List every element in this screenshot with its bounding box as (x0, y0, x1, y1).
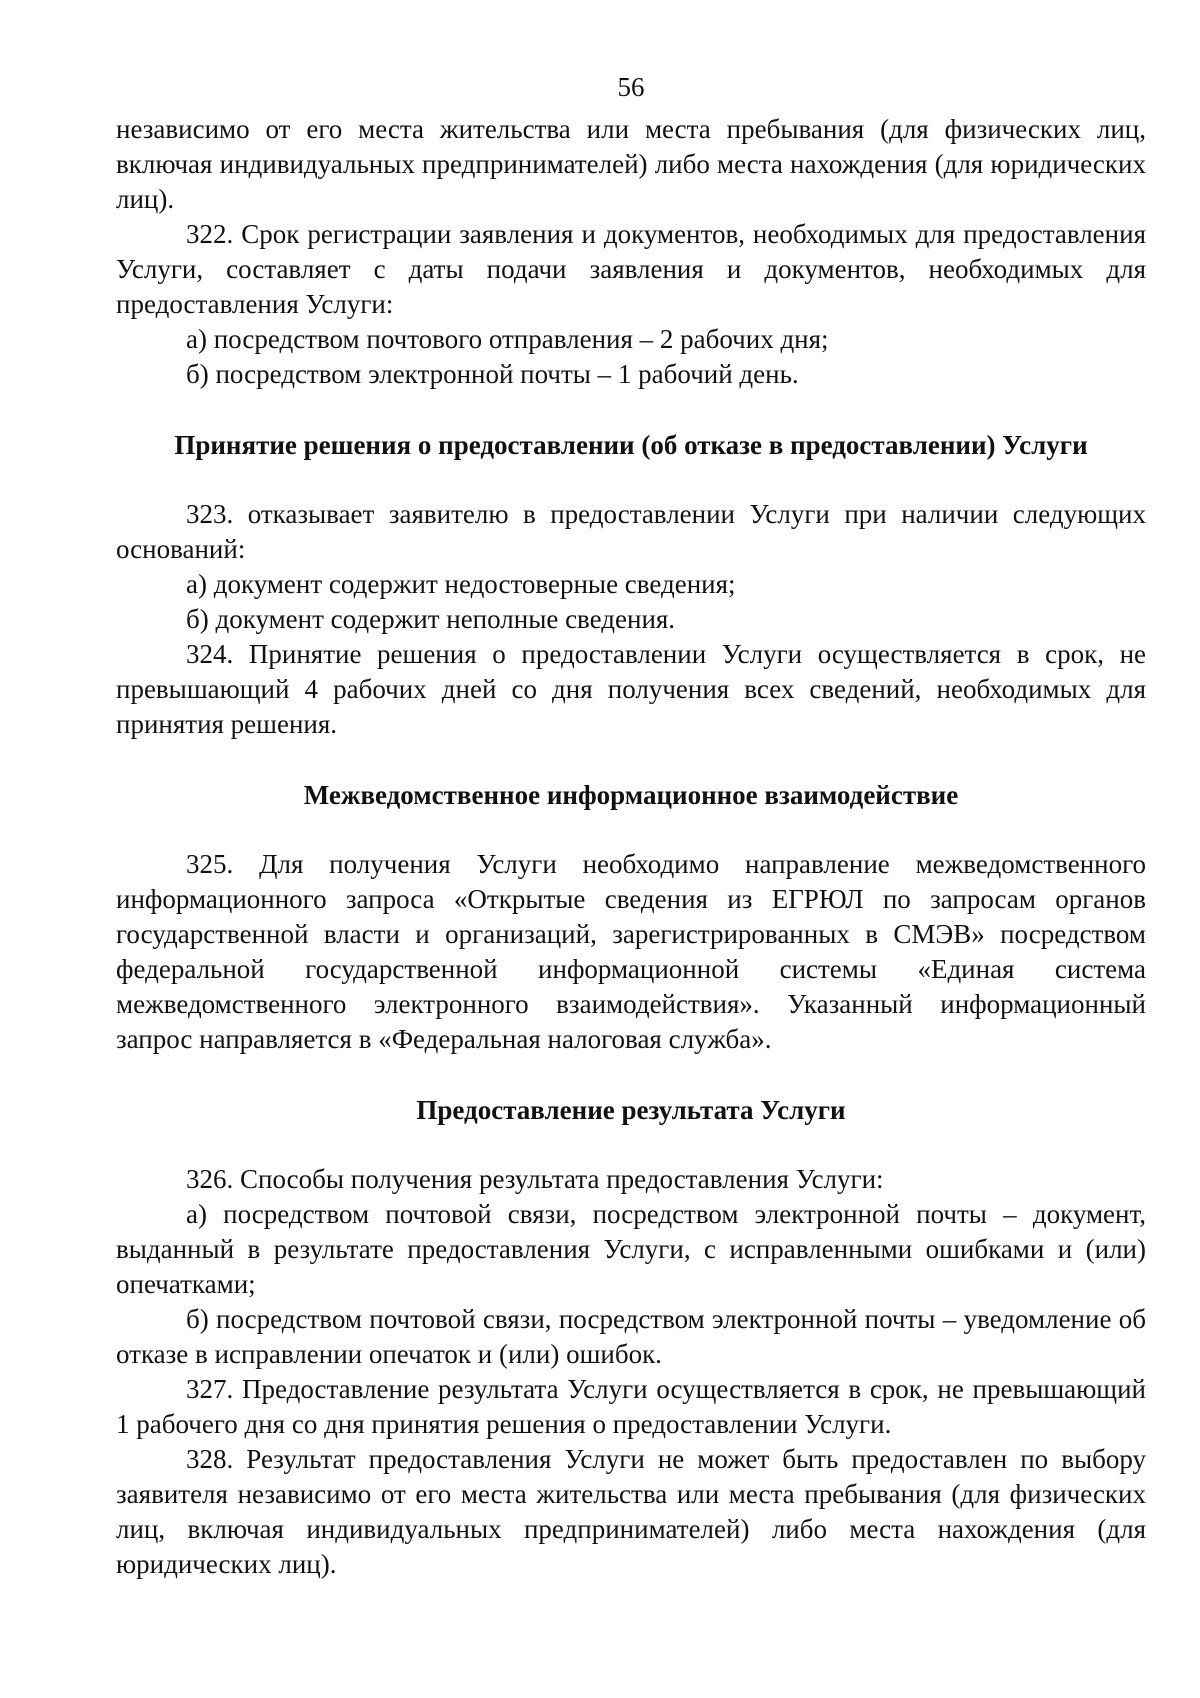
section-heading-result: Предоставление результата Услуги (416, 1095, 846, 1125)
paragraph-327: 327. Предоставление результата Услуги осуществляется в срок, не превышающий 1 рабочего дня со дня принятия решения о предоставлении Услуги. (116, 1374, 1146, 1439)
paragraph-326: 326. Способы получения результата предоставления Услуги: (186, 1164, 884, 1194)
paragraph-continuation: независимо от его места жительства или места пребывания (для физических лиц, включая индивидуальных предпринимателей) либо места нахождения (для юридических лиц). (116, 114, 1146, 214)
paragraph-322-b: б) посредством электронной почты – 1 рабочий день. (186, 359, 799, 389)
paragraph-323-b: б) документ содержит неполные сведения. (186, 604, 676, 634)
paragraph-326-a: а) посредством почтовой связи, посредством электронной почты – документ, выданный в результате предоставления Услуги, с исправленными ошибками и (или) опечатками; (116, 1199, 1146, 1299)
paragraph-323: 323. отказывает заявителю в предоставлении Услуги при наличии следующих оснований: (116, 499, 1146, 564)
paragraph-324: 324. Принятие решения о предоставлении Услуги осуществляется в срок, не превышающий 4 рабочих дней со дня получения всех сведений, необходимых для принятия решения. (116, 639, 1146, 739)
section-heading-interagency: Межведомственное информационное взаимодействие (303, 780, 959, 810)
paragraph-328: 328. Результат предоставления Услуги не может быть предоставлен по выбору заявителя независимо от его места жительства или места пребывания (для физических лиц, включая индивидуальных предпринимателей) либо места нахождения (для юридических лиц). (116, 1444, 1146, 1579)
paragraph-322: 322. Срок регистрации заявления и документов, необходимых для предоставления Услуги, составляет с даты подачи заявления и документов, необходимых для предоставления Услуги: (116, 219, 1146, 319)
paragraph-322-a: а) посредством почтового отправления – 2 рабочих дня; (186, 324, 829, 354)
section-heading-decision: Принятие решения о предоставлении (об отказе в предоставлении) Услуги (174, 430, 1088, 460)
paragraph-325: 325. Для получения Услуги необходимо направление межведомственного информационного запроса «Открытые сведения из ЕГРЮЛ по запросам органов государственной власти и организаций, зарегистрированных в СМЭВ» посредством федеральной государственной информационной системы «Единая система межведомственного электронного взаимодействия». Указанный информационный запрос направляется в «Федеральная налоговая служба». (116, 849, 1146, 1054)
paragraph-326-b: б) посредством почтовой связи, посредством электронной почты – уведомление об отказе в исправлении опечаток и (или) ошибок. (116, 1304, 1146, 1369)
page-number: 56 (617, 72, 645, 102)
paragraph-323-a: а) документ содержит недостоверные сведения; (186, 569, 736, 599)
document-page (116, 70, 1146, 1582)
